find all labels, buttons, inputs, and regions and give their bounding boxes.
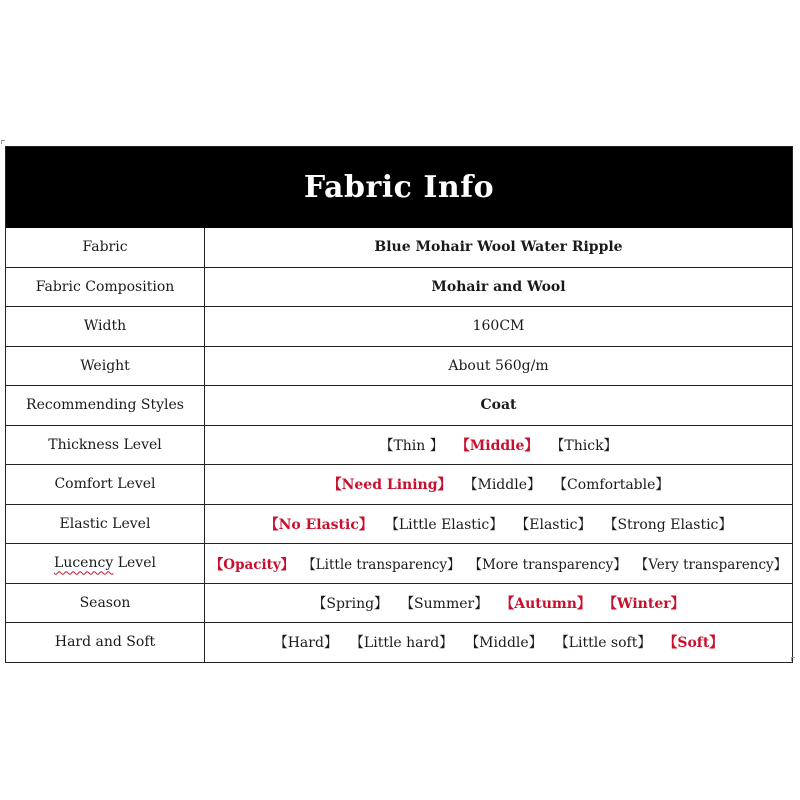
row-label: Recommending Styles xyxy=(6,386,205,426)
row-label: Elastic Level xyxy=(6,504,205,544)
row-options xyxy=(205,623,793,662)
fabric-info-sheet xyxy=(5,146,793,663)
row-label: Weight xyxy=(6,346,205,386)
option: 【Spring】 xyxy=(312,595,389,612)
row-label: Fabric Composition xyxy=(6,267,205,307)
row-options xyxy=(205,583,793,623)
table-row xyxy=(6,346,792,386)
table-row xyxy=(6,267,792,307)
table-row xyxy=(6,386,792,426)
row-label: Fabric xyxy=(6,228,205,267)
fabric-info-table xyxy=(6,228,792,662)
row-value: 160CM xyxy=(205,307,793,347)
option: 【Elastic】 xyxy=(515,516,592,533)
table-row xyxy=(6,465,792,505)
option: 【Little transparency】 xyxy=(302,557,461,574)
option: 【More transparency】 xyxy=(468,557,627,574)
option: 【Little hard】 xyxy=(349,635,454,652)
option: 【Little soft】 xyxy=(554,635,652,652)
option: 【Strong Elastic】 xyxy=(603,516,733,533)
row-options xyxy=(205,425,793,465)
row-label xyxy=(6,544,205,584)
table-row xyxy=(6,228,792,267)
table-row xyxy=(6,307,792,347)
table-row xyxy=(6,544,792,584)
option-selected: 【Opacity】 xyxy=(209,557,295,574)
option-selected: 【Middle】 xyxy=(455,437,539,454)
page-corner-mark xyxy=(1,140,5,144)
row-value: About 560g/m xyxy=(205,346,793,386)
row-label: Thickness Level xyxy=(6,425,205,465)
table-row xyxy=(6,504,792,544)
fabric-info-title: Fabric Info xyxy=(6,147,792,228)
option: 【Hard】 xyxy=(273,635,338,652)
option: 【Middle】 xyxy=(463,477,541,494)
option-selected: 【Soft】 xyxy=(663,635,724,652)
row-value: Mohair and Wool xyxy=(205,267,793,307)
option-selected: 【Winter】 xyxy=(602,595,685,612)
row-label: Width xyxy=(6,307,205,347)
table-row xyxy=(6,623,792,662)
option-selected: 【Need Lining】 xyxy=(327,477,452,494)
option: 【Middle】 xyxy=(465,635,543,652)
option-selected: 【Autumn】 xyxy=(500,595,591,612)
table-row xyxy=(6,583,792,623)
option: 【Little Elastic】 xyxy=(384,516,504,533)
row-label: Hard and Soft xyxy=(6,623,205,662)
option: 【Very transparency】 xyxy=(634,557,788,574)
option-selected: 【No Elastic】 xyxy=(264,516,373,533)
row-value: Coat xyxy=(205,386,793,426)
row-label: Comfort Level xyxy=(6,465,205,505)
option: 【Comfortable】 xyxy=(552,477,670,494)
page-corner-mark xyxy=(791,657,795,661)
table-row xyxy=(6,425,792,465)
spellcheck-underlined-word: Lucency xyxy=(54,555,114,572)
row-label: Season xyxy=(6,583,205,623)
row-label-suffix: Level xyxy=(113,555,156,572)
option: 【Thick】 xyxy=(550,437,618,454)
row-options xyxy=(205,544,793,584)
row-options xyxy=(205,504,793,544)
row-value: Blue Mohair Wool Water Ripple xyxy=(205,228,793,267)
option: 【Thin 】 xyxy=(379,437,444,454)
option: 【Summer】 xyxy=(400,595,489,612)
row-options xyxy=(205,465,793,505)
